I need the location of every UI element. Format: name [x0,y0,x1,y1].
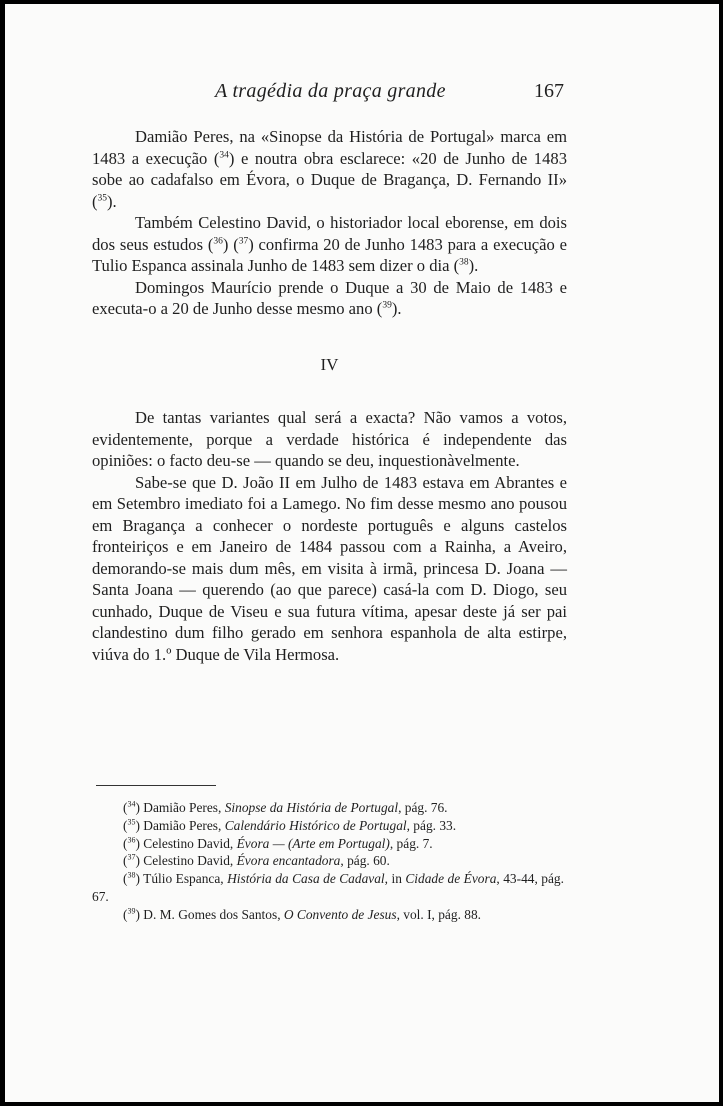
text-run: , pág. 76. [398,800,448,815]
text-run: Também Celestino David, o historiador local eborense, em dois dos seus estudos ( [92,213,567,254]
italic-title: Évora — (Arte em Portugal) [236,835,390,851]
footnote-ref: 38 [459,257,469,268]
italic-title: Évora encantadora [236,853,341,869]
paragraph [92,472,567,666]
text-run: ) Damião Peres, [135,817,225,833]
text-run: , vol. I, pág. 88. [396,906,482,922]
text-run: Damião Peres, na «Sinopse da História de Portugal» marca em 1483 a execução ( [92,127,567,168]
footnote-ref: 34 [219,149,229,160]
footnote-ref: 35 [127,817,136,827]
footnote-ref: 38 [127,870,136,880]
footnote-ref: 39 [127,906,136,916]
text-run: De tantas variantes qual será a exacta? Não vamos a votos, evidentemente, porque a verdade histórica é independente das opiniões: o facto deu-se — quando se deu, inquestionàvelmente. [92,408,567,470]
text-run: ) confirma 20 de Junho 1483 para a execução e Tulio Espanca assinala Junho de 1483 sem dizer o dia ( [92,234,567,275]
italic-title: O Convento de Jesus [283,906,397,922]
text-run: ) ( [222,234,239,254]
footnote-ref: 37 [127,852,136,862]
text-run: , 43-44, pág. 67. [92,871,564,904]
footnote [92,870,564,906]
section-heading [92,354,567,376]
text-run: ) Celestino David, [135,835,237,851]
running-title: A tragédia da praça grande [215,80,446,102]
text-run: ) Túlio Espanca, [135,871,228,887]
footnote-ref: 35 [97,192,108,203]
text-run: ( [123,835,128,851]
footnotes [92,799,564,924]
footnote [92,817,564,835]
italic-title: Cidade de Évora [405,871,497,887]
paragraph [92,277,567,320]
footnote-ref: 39 [382,300,392,311]
text-run: , pág. 60. [340,853,390,869]
text-run: ( [123,853,128,869]
italic-title: Calendário Histórico de Portugal [224,817,407,833]
text-run: ( [123,871,128,887]
text-run: ) e noutra obra esclarece: «20 de Junho de 1483 sobe ao cadafalso em Évora, o Duque de Bragança, D. Fernando II» ( [92,148,567,211]
footnote [92,852,564,870]
italic-title: História da Casa de Cadaval [227,871,385,887]
main-text [92,126,567,665]
page-number: 167 [534,80,564,102]
text-run: , pág. 33. [406,817,457,833]
text-run: Domingos Maurício prende o Duque a 30 de Maio de 1483 e executa-o a 20 de Junho desse mesmo ano ( [92,277,567,318]
text-run: Sabe-se que D. João II em Julho de 1483 estava em Abrantes e em Setembro imediato foi a Lamego. No fim desse mesmo ano pousou em Bragança a conhecer o nordeste português e alguns castelos fronteiriços e em Janeiro de 1484 passou com a Rainha, a Aveiro, demorando-se mais dum mês, em visita à irmã, princesa D. Joana — Santa Joana — querendo (ao que parece) casá-la com D. Diogo, seu cunhado, Duque de Viseu e sua futura vítima, apesar deste já ser pai clandestino dum filho gerado em senhora espanhola de alta estirpe, viúva do 1.º Duque de Vila Hermosa. [92,472,567,664]
text-run: ( [123,906,128,922]
text-run: ). [468,256,479,275]
footnote-ref: 34 [127,799,136,809]
text-run: ) D. M. Gomes dos Santos, [135,906,284,922]
footnote-ref: 36 [213,235,223,246]
text-run: , pág. 7. [389,835,433,851]
text-run: ). [107,191,117,211]
footnote-ref: 36 [127,835,136,845]
page-header [5,80,719,110]
paragraph [92,126,567,212]
italic-title: Sinopse da História de Portugal [224,800,399,815]
footnote [92,835,564,853]
text-run: , in [384,871,406,887]
paragraph [92,407,567,472]
footnote [92,799,564,817]
footnote-ref: 37 [238,235,249,246]
text-run: IV [320,354,339,374]
text-run: ( [123,800,128,815]
footnote-separator [96,785,216,786]
footnote [92,906,564,924]
text-run: ). [391,299,402,318]
text-run: ( [123,817,128,833]
paragraph [92,212,567,277]
book-page [5,4,719,1102]
text-run: ) Celestino David, [135,853,237,869]
text-run: ) Damião Peres, [135,800,225,815]
